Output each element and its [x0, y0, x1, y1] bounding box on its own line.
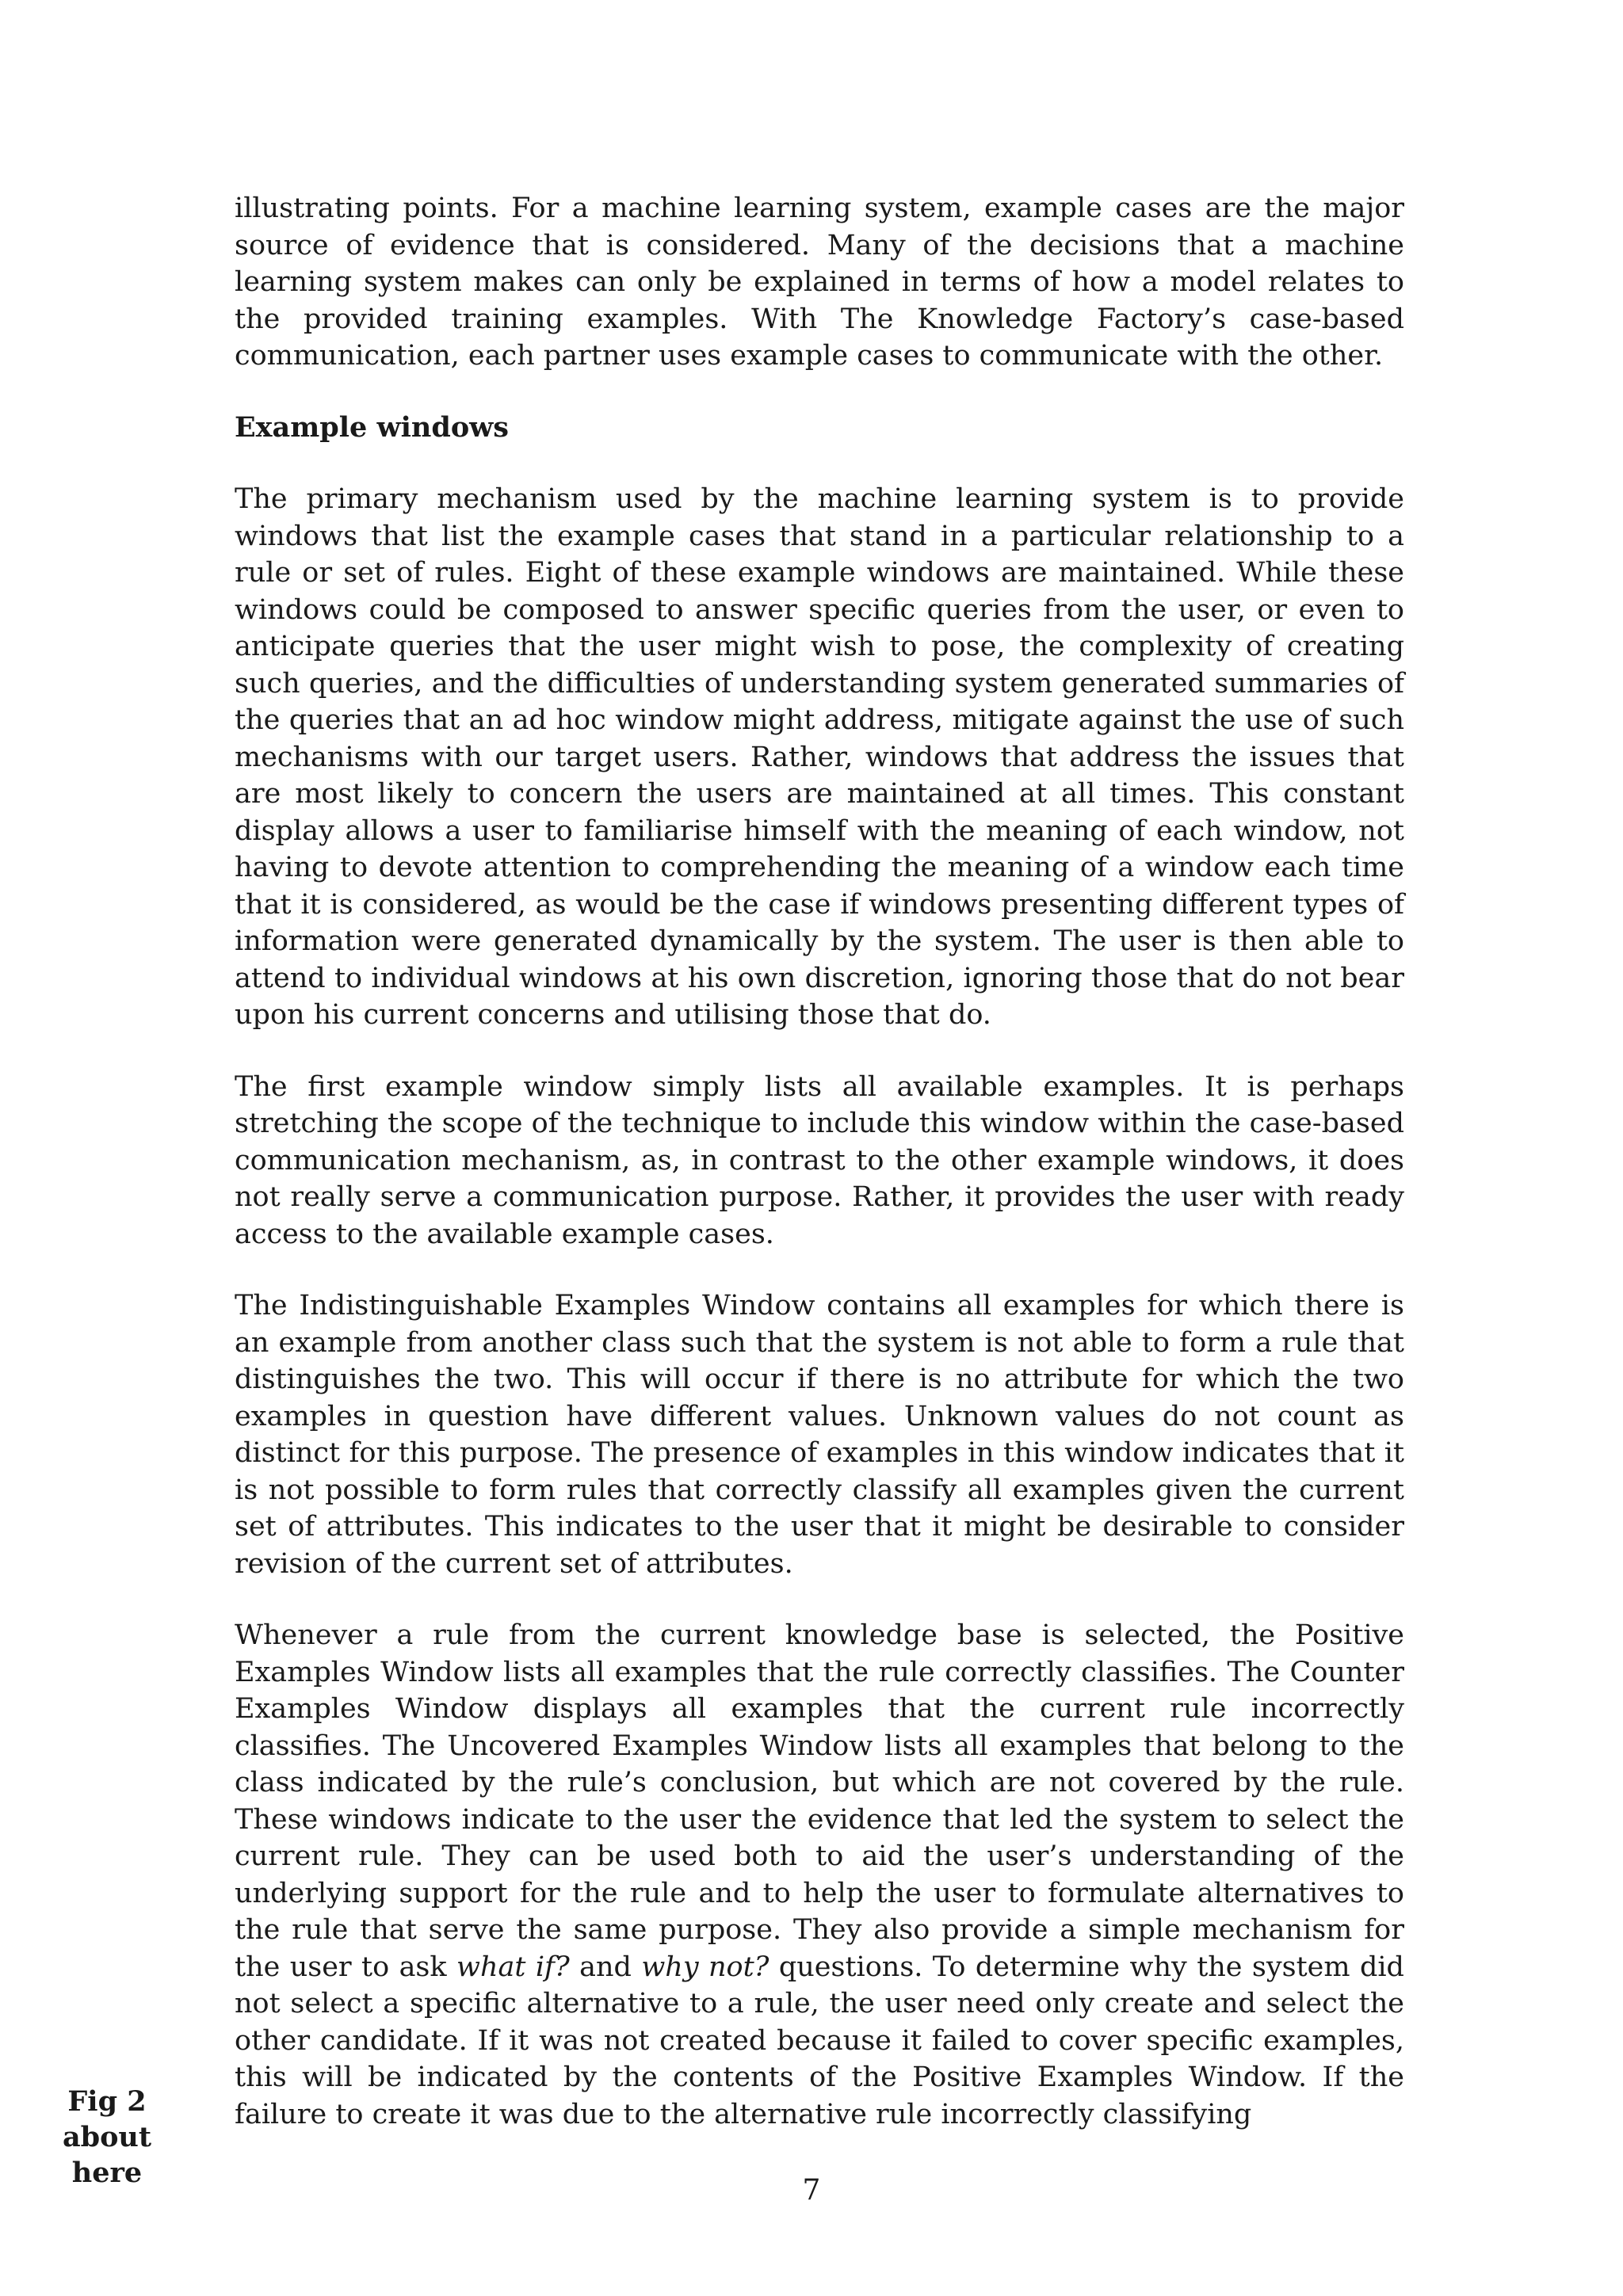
paragraph-positive-counter-uncovered — [235, 1617, 1404, 2133]
page-body — [235, 190, 1404, 2168]
paragraph-text-part-c: questions. To determine why the system did not select a specific alternative to a rule, the user need only create and select the other candidate. If it was not created because it failed to cover specific examples, this will be indicated by the contents of the Positive Examples Window. If the failure to create it was due to the alternative rule incorrectly classifying — [235, 1951, 1404, 2130]
paragraph-text-part-b: and — [569, 1951, 642, 1983]
paragraph-intro-continuation: illustrating points. For a machine learning system, example cases are the major source of evidence that is considered. Many of the decisions that a machine learning system makes can only be explained in terms of how a model relates to the provided training examples. With The Knowledge Factory’s case-based communication, each partner uses example cases to communicate with the other. — [235, 193, 1404, 372]
section-heading-example-windows: Example windows — [235, 410, 510, 444]
emphasis-what-if: what if? — [456, 1951, 570, 1983]
paragraph-primary-mechanism: The primary mechanism used by the machine learning system is to provide windows that list the example cases that stand in a particular relationship to a rule or set of rules. Eight of these example windows are maintained. While these windows could be composed to answer specific queries from the user, or even to anticipate queries that the user might wish to pose, the complexity of creating such queries, and the difficulties of understanding system generated summaries of the queries that an ad hoc window might address, mitigate against the use of such mechanisms with our target users. Rather, windows that address the issues that are most likely to concern the users are maintained at all times. This constant display allows a user to familiarise himself with the meaning of each window, not having to devote attention to comprehending the meaning of a window each time that it is considered, as would be the case if windows presenting different types of information were generated dynamically by the system. The user is then able to attend to individual windows at his own discretion, ignoring those that do not bear upon his current concerns and utilising those that do. — [235, 483, 1404, 1031]
emphasis-why-not: why not? — [641, 1951, 769, 1983]
margin-note-line: about — [62, 2121, 152, 2153]
margin-note-line: here — [71, 2157, 143, 2189]
paragraph-text-part-a: Whenever a rule from the current knowledge base is selected, the Positive Examples Window lists all examples that the rule correctly classifies. The Counter Examples Window displays all examples that the current rule incorrectly classifies. The Uncovered Examples Window lists all examples that belong to the class indicated by the rule’s conclusion, but which are not covered by the rule. These windows indicate to the user the evidence that led the system to select the current rule. They can be used both to aid the user’s understanding of the underlying support for the rule and to help the user to formulate alternatives to the rule that serve the same purpose. They also provide a simple mechanism for the user to ask — [235, 1619, 1404, 1983]
paragraph-first-example-window: The first example window simply lists all available examples. It is perhaps stretching the scope of the technique to include this window within the case-based communication mechanism, as, in contrast to the other example windows, it does not really serve a communication purpose. Rather, it provides the user with ready access to the available example cases. — [235, 1070, 1404, 1250]
paragraph-indistinguishable-window: The Indistinguishable Examples Window contains all examples for which there is an example from another class such that the system is not able to form a rule that distinguishes the two. This will occur if there is no attribute for which the two examples in question have different values. Unknown values do not count as distinct for this purpose. The presence of examples in this window indicates that it is not possible to form rules that correctly classify all examples given the current set of attributes. This indicates to the user that it might be desirable to consider revision of the current set of attributes. — [235, 1290, 1404, 1580]
margin-note-line: Fig 2 — [67, 2085, 147, 2118]
page-number: 7 — [802, 2174, 821, 2206]
